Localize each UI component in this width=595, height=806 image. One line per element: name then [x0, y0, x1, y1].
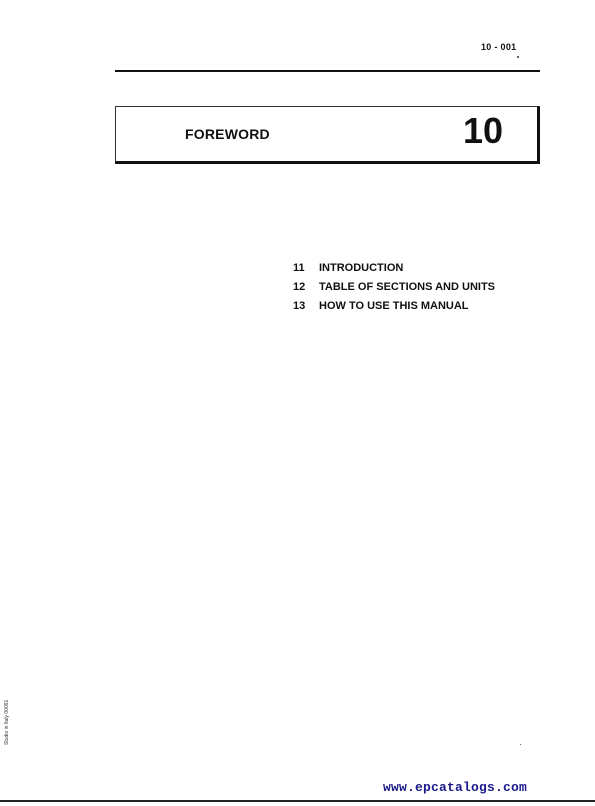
bottom-rule	[0, 800, 595, 802]
toc-item-label: TABLE OF SECTIONS AND UNITS	[319, 281, 495, 293]
page-number: 10 - 001	[481, 42, 517, 52]
side-note: Studio in Italy 00091	[4, 699, 10, 745]
speck-mark	[520, 744, 521, 745]
toc-item-number: 12	[293, 281, 306, 293]
speck-mark	[517, 56, 519, 58]
toc-item-label: INTRODUCTION	[319, 262, 404, 274]
toc-item	[293, 297, 495, 316]
toc-item-number: 13	[293, 300, 306, 312]
toc-item-label: HOW TO USE THIS MANUAL	[319, 300, 469, 312]
section-box	[115, 106, 540, 164]
section-title: FOREWORD	[185, 126, 270, 142]
toc-item-number: 11	[293, 262, 305, 274]
watermark-link[interactable]: www.epcatalogs.com	[383, 780, 528, 795]
section-number: 10	[462, 110, 503, 151]
header-rule	[115, 70, 540, 72]
toc-item	[293, 259, 495, 278]
toc-item	[293, 278, 495, 297]
table-of-contents	[293, 259, 495, 316]
